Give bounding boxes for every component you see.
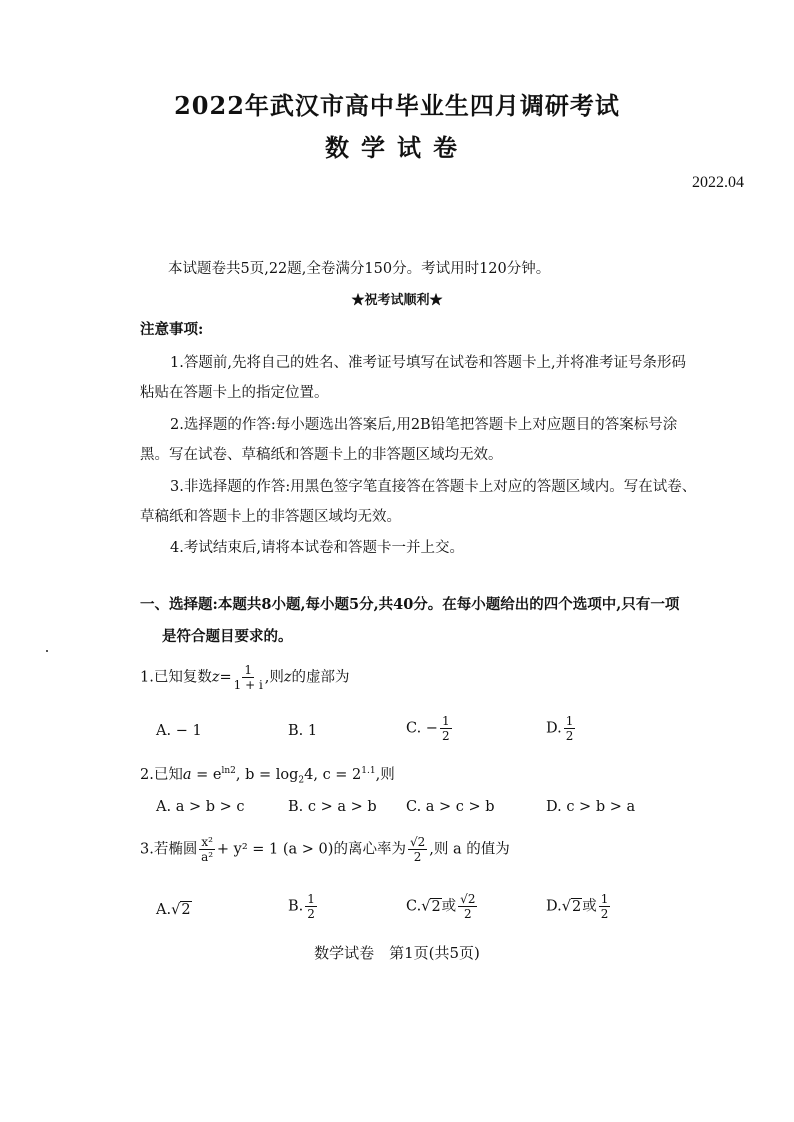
q3-eccentricity-fraction: $\frac{√2}{2}$ xyxy=(409,835,426,864)
note-3-line-1: 3.非选择题的作答:用黑色签字笔直接答在答题卡上对应的答题区域内。写在试卷、 xyxy=(170,479,697,495)
note-2-line-2: 黑。写在试卷、草稿纸和答题卡上的非答题区域均无效。 xyxy=(140,447,503,463)
q2-option-d: D. c > b > a xyxy=(546,799,636,815)
q1-option-b: B. 1 xyxy=(288,723,318,739)
q3-option-c: C.√2或 $\frac{√2}{2}$ xyxy=(406,892,476,921)
stray-dot xyxy=(46,650,48,652)
exam-date: 2022.04 xyxy=(692,174,744,191)
q3-option-b: B. $\frac{1}{2}$ xyxy=(288,892,315,921)
q1-fraction: $\frac{1}{1 + i}$ xyxy=(233,663,263,692)
exam-title: 2022年武汉市高中毕业生四月调研考试 xyxy=(174,91,620,120)
section-1-heading-line-2: 是符合题目要求的。 xyxy=(162,628,293,645)
exam-subtitle: 数学试卷 xyxy=(325,133,469,162)
question-3-stem: 3.若椭圆 $\frac{\text{x²}}{\text{a²}}$ + y² = 1 (a > 0)的离心率为 $\frac{√2}{2}$ ,则 a 的值为 xyxy=(140,835,510,864)
q3-option-d: D.√2或 $\frac{1}{2}$ xyxy=(546,892,609,921)
page-footer: 数学试卷 第1页(共5页) xyxy=(314,944,480,962)
section-1-heading-line-1: 一、选择题:本题共8小题,每小题5分,共40分。在每小题给出的四个选项中,只有一项 xyxy=(140,596,680,613)
q1-option-d: D. $\frac{1}{2}$ xyxy=(546,714,574,743)
note-3-line-2: 草稿纸和答题卡上的非答题区域均无效。 xyxy=(140,509,401,525)
q1-option-c: C. − $\frac{1}{2}$ xyxy=(406,714,450,743)
note-4-line-1: 4.考试结束后,请将本试卷和答题卡一并上交。 xyxy=(170,540,464,556)
q2-option-b: B. c > a > b xyxy=(288,799,377,815)
q2-option-c: C. a > c > b xyxy=(406,799,495,815)
q1-option-a: A. − 1 xyxy=(156,723,202,739)
q2-option-a: A. a > b > c xyxy=(156,799,245,815)
q3-ellipse-fraction: $\frac{\text{x²}}{\text{a²}}$ xyxy=(201,835,214,864)
good-luck-line: ★祝考试顺利★ xyxy=(351,293,443,308)
q3-option-a: A.√2 xyxy=(156,902,191,918)
notes-heading: 注意事项: xyxy=(140,321,204,338)
intro-text: 本试题卷共5页,22题,全卷满分150分。考试用时120分钟。 xyxy=(168,261,551,277)
note-2-line-1: 2.选择题的作答:每小题选出答案后,用2B铅笔把答题卡上对应题目的答案标号涂 xyxy=(170,417,678,433)
question-1-stem: 1.已知复数z= $\frac{1}{1 + i}$ ,则z的虚部为 xyxy=(140,663,350,692)
note-1-line-2: 粘贴在答题卡上的指定位置。 xyxy=(140,385,329,401)
note-1-line-1: 1.答题前,先将自己的姓名、准考证号填写在试卷和答题卡上,并将准考证号条形码 xyxy=(170,355,687,371)
question-2-stem: 2.已知$a = e^{ln2}$, $b = \log_24$, $c = 2^{1.1}$,则 xyxy=(140,766,395,786)
